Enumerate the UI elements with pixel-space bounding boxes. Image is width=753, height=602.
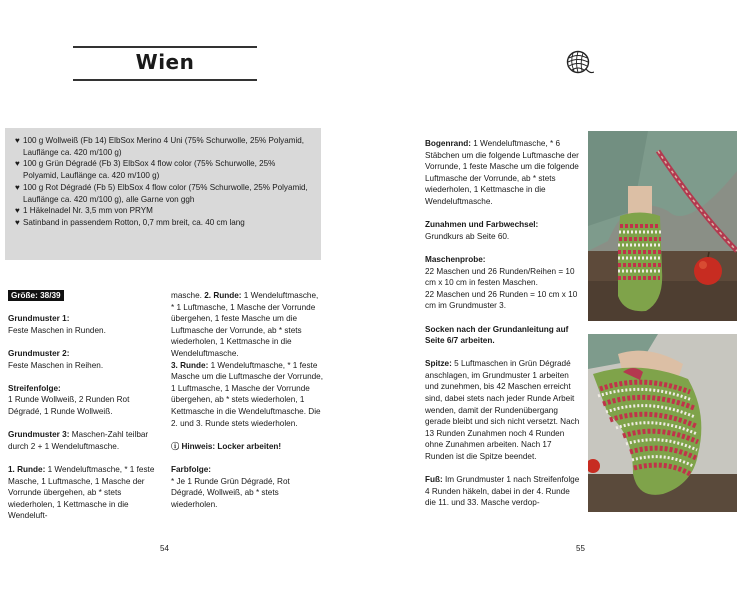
heading-grundmuster-3: Grundmuster 3:: [8, 430, 70, 440]
heart-icon: ♥: [15, 159, 20, 169]
heading-farbfolge: Farbfolge:: [171, 464, 212, 474]
heart-icon: ♥: [15, 136, 20, 145]
heading-runde-1: 1. Runde:: [8, 464, 46, 474]
heading-streifenfolge: Streifenfolge:: [8, 383, 61, 393]
photo-socks-crossed: [588, 334, 737, 512]
heading-spitze: Spitze:: [425, 359, 452, 369]
heading-grundmuster-1: Grundmuster 1:: [8, 314, 70, 324]
right-column: Bogenrand: 1 Wendeluftmasche, * 6 Stäbchen um die folgende Luftmasche der Vorrunde, 1 feste Masche um die folgende Luftmasche der Vorrunde, ab * stets wiederholen, 1 Kettmasche in die Wendeluftmasche. Zunahmen und Farbwechsel: Grundkurs ab Seite 60. Maschenprobe: 22 Maschen und 26 Runden/Reihen = 10 cm x 10 cm in festen Maschen. 22 Maschen und 26 Runden = 10 cm x 10 cm im Grundmuster 3. Socken nach der Grundanleitung auf Seite 6/7 arbeiten. Spitze: 5 Luftmaschen in Grün Dégradé anschlagen, im Grundmuster 1 arbeiten und zunehmen, bis 42 Maschen erreicht sind, dabei stets nach jeder Runde Arbeit wenden, damit der Rundenübergang gerade bleibt und sich nicht versetzt. Nach 13 Runden Zunahmen noch 4 Runden ohne Zunahmen arbeiten. Nach 17 Runden ist die Spitze beendet. Fuß: Im Grundmuster 1 nach Streifenfolge 4 Runden häkeln, dabei in der 4. Runde die 11. und 33. Masche verdop-: [425, 139, 580, 508]
title-rule-top: [73, 46, 257, 48]
heading-zunahmen: Zunahmen und Farbwechsel:: [425, 220, 539, 230]
heart-icon: ♥: [15, 206, 20, 216]
material-item: ♥ 100 g Grün Dégradé (Fb 3) ElbSox 4 flow color (75% Schurwolle, 25% Polyamid, Lauflänge ca. 420 m/100 g): [15, 159, 276, 181]
heart-icon: ♥: [15, 217, 20, 227]
size-badge: Größe: 38/39: [8, 290, 64, 301]
title-rule-bottom: [73, 79, 257, 81]
heading-maschenprobe: Maschenprobe:: [425, 254, 486, 264]
yarn-ball-icon: [566, 50, 594, 76]
heading-bogenrand: Bogenrand:: [425, 139, 471, 148]
material-item: ♥ 100 g Rot Dégradé (Fb 5) ElbSox 4 flow color (75% Schurwolle, 25% Polyamid, Lauflänge ca. 420 m/100 g), alle Garne von ggh: [15, 182, 308, 204]
hint-note: ⓘ Hinweis: Locker arbeiten!: [171, 441, 282, 451]
heading-grundanleitung: Socken nach der Grundanleitung auf Seite 6/7 arbeiten.: [425, 324, 569, 346]
left-column-2: masche. 2. Runde: 1 Wendeluftmasche, * 1 Luftmasche, 1 Masche der Vorrunde übergehen, 1 feste Masche um die Luftmasche der Vorrunde, ab * stets wiederholen, 1 Kettmasche in die Wendeluftmasche. 3. Runde: 1 Wendeluftmasche, * 1 feste Masche um die Luftmasche der Vorrunde, 1 Luftmasche, 1 Masche der Vorrunde übergehen, ab * stets wiederholen, 1 Kettmasche in die Wendeluftmasche. Die 2. und 3. Runde stets wiederholen. ⓘ Hinweis: Locker arbeiten! Farbfolge: * Je 1 Runde Grün Dégradé, Rot Dégradé, Wollweiß, ab * stets wiederholen.: [171, 291, 324, 509]
heart-icon: ♥: [15, 182, 20, 192]
heading-grundmuster-2: Grundmuster 2:: [8, 348, 70, 358]
material-item: ♥ Satinband in passendem Rotton, 0,7 mm breit, ca. 40 cm lang: [15, 217, 245, 227]
materials-list: [5, 128, 321, 229]
heading-fuss: Fuß:: [425, 475, 443, 485]
materials-box: [5, 128, 321, 260]
page-title: Wien: [135, 50, 195, 74]
material-item: ♥ 100 g Wollweiß (Fb 14) ElbSox Merino 4 Uni (75% Schurwolle, 25% Polyamid, Lauflänge ca. 420 m/100 g): [15, 136, 305, 157]
page-number-left: 54: [160, 544, 169, 553]
photo-sock-apple: [588, 131, 737, 321]
heading-runde-2: 2. Runde:: [204, 291, 242, 300]
page-number-right: 55: [576, 544, 585, 553]
heading-runde-3: 3. Runde:: [171, 360, 209, 370]
left-column-1: Größe: 38/39 Grundmuster 1: Feste Maschen in Runden. Grundmuster 2: Feste Maschen in Reihen. Streifenfolge: 1 Runde Wollweiß, 2 Runden Rot Dégradé, 1 Runde Wollweiß. Grundmuster 3: Maschen-Zahl teilbar durch 2 + 1 Wendeluftmasche. 1. Runde: 1 Wendeluftmasche, * 1 feste Masche, 1 Luftmasche, 1 Masche der Vorrunde übergehen, ab * stets wiederholen, 1 Kettmasche in die Wendeluft-: [8, 291, 155, 521]
material-item: ♥ 1 Häkelnadel Nr. 3,5 mm von PRYM: [15, 206, 153, 216]
